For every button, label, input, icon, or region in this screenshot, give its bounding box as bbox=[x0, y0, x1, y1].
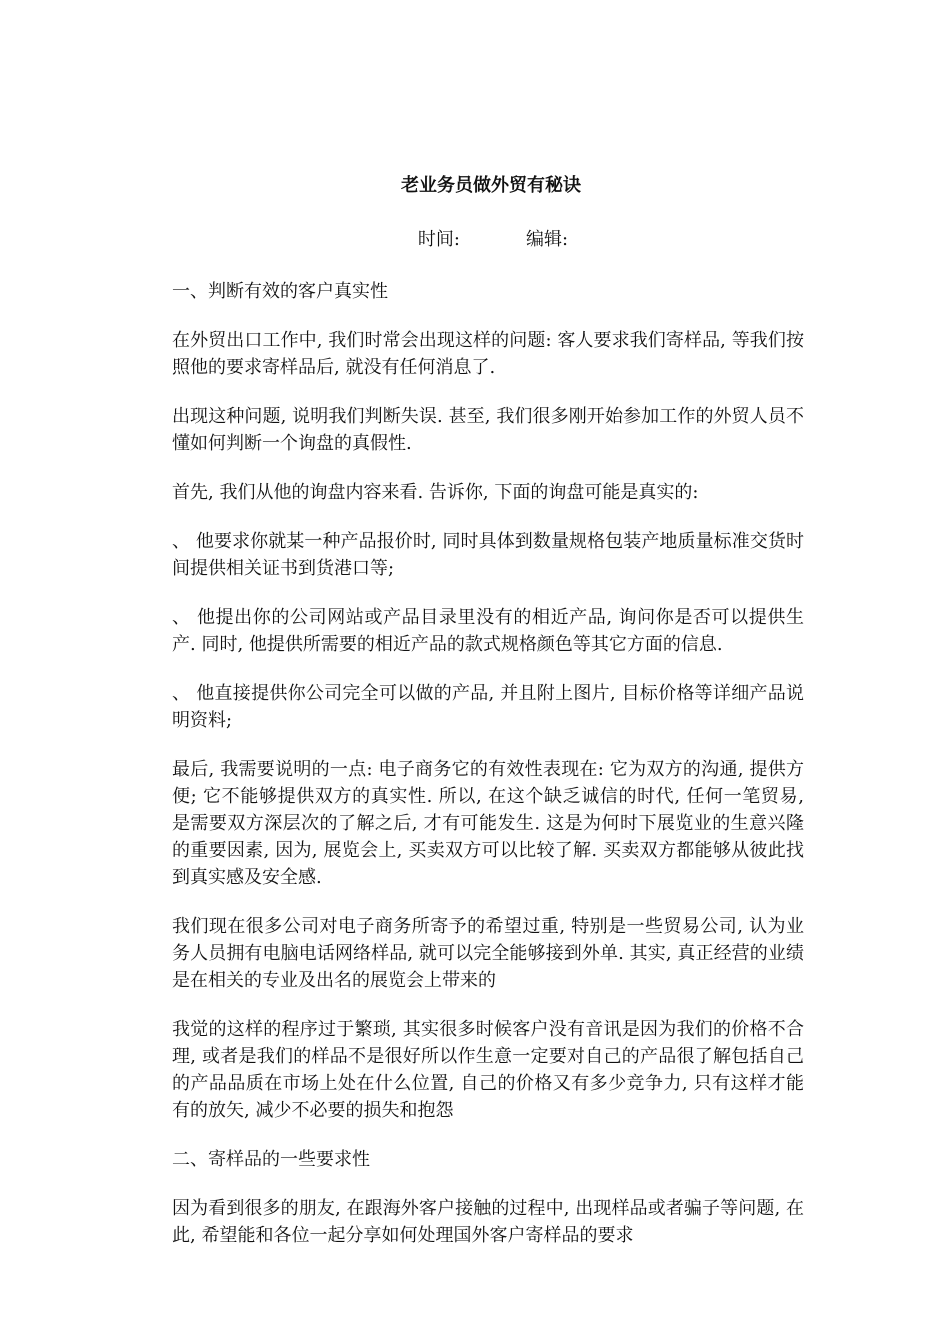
paragraph-7: 因为看到很多的朋友, 在跟海外客户接触的过程中, 出现样品或者骗子等问题, 在此, 希望能和各位一起分享如何处理国外客户寄样品的要求 bbox=[172, 1198, 804, 1246]
list-item-3: 、 他直接提供你公司完全可以做的产品, 并且附上图片, 目标价格等详细产品说明资料; bbox=[172, 683, 804, 731]
section-heading-2: 二、寄样品的一些要求性 bbox=[172, 1149, 370, 1170]
paragraph-6: 我觉的这样的程序过于繁琐, 其实很多时候客户没有音讯是因为我们的价格不合理, 或者是我们的样品不是很好所以作生意一定要对自己的产品很了解包括自己的产品品质在市场上处在什么位置, 自己的价格又有多少竞争力, 只有这样才能有的放矢, 减少不必要的损失和抱怨 bbox=[172, 1019, 804, 1121]
paragraph-5: 我们现在很多公司对电子商务所寄予的希望过重, 特别是一些贸易公司, 认为业务人员拥有电脑电话网络样品, 就可以完全能够接到外单. 其实, 真正经营的业绩是在相关的专业及出名的展览会上带来的 bbox=[172, 916, 804, 991]
section-heading-1: 一、判断有效的客户真实性 bbox=[172, 281, 388, 302]
document-meta bbox=[172, 226, 804, 254]
paragraph-3: 首先, 我们从他的询盘内容来看. 告诉你, 下面的询盘可能是真实的: bbox=[172, 482, 699, 503]
paragraph-2: 出现这种问题, 说明我们判断失误. 甚至, 我们很多刚开始参加工作的外贸人员不懂如何判断一个询盘的真假性. bbox=[172, 406, 804, 454]
editor-label: 编辑: bbox=[526, 229, 569, 250]
document-title: 老业务员做外贸有秘诀 bbox=[401, 175, 581, 196]
list-item-2: 、 他提出你的公司网站或产品目录里没有的相近产品, 询问你是否可以提供生产. 同时, 他提供所需要的相近产品的款式规格颜色等其它方面的信息. bbox=[172, 607, 804, 655]
list-item-1: 、 他要求你就某一种产品报价时, 同时具体到数量规格包装产地质量标准交货时间提供相关证书到货港口等; bbox=[172, 531, 804, 579]
paragraph-1: 在外贸出口工作中, 我们时常会出现这样的问题: 客人要求我们寄样品, 等我们按照他的要求寄样品后, 就没有任何消息了. bbox=[172, 330, 804, 378]
paragraph-4: 最后, 我需要说明的一点: 电子商务它的有效性表现在: 它为双方的沟通, 提供方便; 它不能够提供双方的真实性. 所以, 在这个缺乏诚信的时代, 任何一笔贸易, 是需要双方深层次的了解之后, 才有可能发生. 这是为何时下展览业的生意兴隆的重要因素, 因为, 展览会上, 买卖双方可以比较了解. 买卖双方都能够从彼此找到真实感及安全感. bbox=[172, 759, 804, 888]
time-label: 时间: bbox=[417, 229, 460, 250]
document-page bbox=[172, 172, 804, 1271]
